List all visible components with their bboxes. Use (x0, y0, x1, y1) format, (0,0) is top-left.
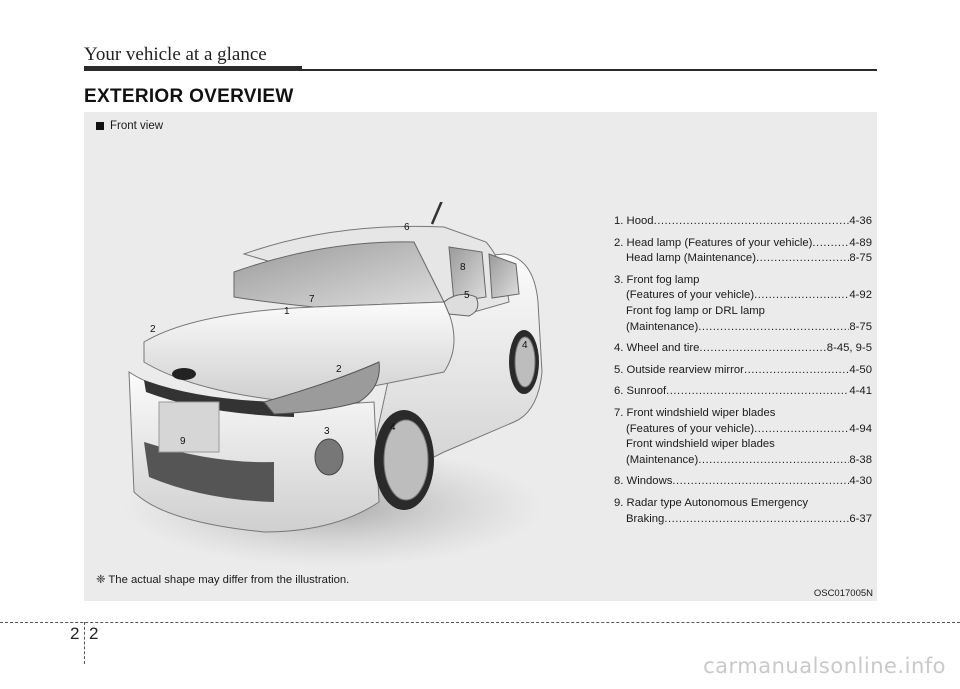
legend-line (614, 273, 872, 289)
callout-2-headlamp: 2 (336, 364, 342, 375)
legend-leader-dots (756, 251, 849, 267)
legend-label: 7. Front windshield wiper blades (614, 406, 776, 419)
legend-line (614, 453, 872, 469)
legend-list (614, 214, 872, 533)
legend-label: 9. Radar type Autonomous Emergency (614, 496, 809, 509)
legend-item (614, 474, 872, 490)
legend-label: Head lamp (Maintenance) (626, 252, 756, 265)
legend-line (614, 363, 872, 379)
legend-label: 4. Wheel and tire (614, 342, 700, 355)
antenna (432, 202, 444, 224)
header-title: Your vehicle at a glance (84, 44, 267, 65)
legend-leader-dots (664, 512, 849, 528)
fog-lamp (315, 439, 343, 475)
legend-line (614, 437, 872, 453)
header-rule-thick (84, 66, 302, 71)
legend-line (614, 496, 872, 512)
legend-label: 1. Hood (614, 215, 654, 227)
legend-page-ref: 8-45, 9-5 (826, 342, 872, 355)
callout-1: 1 (284, 306, 290, 317)
illustration-code: OSC017005N (813, 588, 873, 599)
watermark: carmanualsonline.info (703, 654, 946, 678)
footer-vertical-rule (84, 622, 85, 664)
legend-label: (Maintenance) (626, 320, 699, 333)
legend-label: 3. Front fog lamp (614, 273, 700, 286)
badge (172, 368, 196, 380)
section-title: EXTERIOR OVERVIEW (84, 86, 294, 107)
legend-leader-dots (754, 422, 849, 438)
legend-leader-dots (698, 453, 849, 469)
legend-item (614, 236, 872, 267)
legend-page-ref: 4-36 (849, 215, 872, 227)
legend-page-ref: 6-37 (849, 512, 872, 525)
legend-line (614, 422, 872, 438)
legend-line (614, 251, 872, 267)
legend-label: 8. Windows (614, 475, 673, 488)
legend-line (614, 341, 872, 357)
legend-leader-dots (666, 384, 849, 400)
illustration-note: ❈ The actual shape may differ from the illustration. (96, 574, 350, 586)
callout-9: 9 (180, 436, 186, 447)
callout-6: 6 (404, 222, 410, 233)
legend-label: 2. Head lamp (Features of your vehicle) (614, 236, 813, 249)
callout-4-rear: 4 (522, 340, 528, 351)
legend-line (614, 236, 872, 252)
legend-item (614, 496, 872, 527)
legend-item (614, 406, 872, 468)
square-bullet-icon (96, 122, 104, 130)
header-rule-thin (302, 69, 877, 71)
legend-label: (Features of your vehicle) (626, 289, 755, 302)
callout-8: 8 (460, 262, 466, 273)
legend-label: (Maintenance) (626, 453, 699, 466)
callout-3: 3 (324, 426, 330, 437)
callout-2-hood: 2 (150, 324, 156, 335)
legend-page-ref: 4-41 (849, 385, 872, 398)
callout-5: 5 (464, 290, 470, 301)
legend-leader-dots (812, 236, 849, 252)
legend-page-ref: 4-30 (849, 475, 872, 488)
view-label-text: Front view (110, 120, 164, 132)
legend-line (614, 512, 872, 528)
page-number-page: 2 (89, 624, 99, 643)
legend-page-ref: 4-94 (849, 422, 872, 435)
legend-line (614, 384, 872, 400)
car-illustration-svg (114, 202, 554, 612)
legend-label: Front windshield wiper blades (626, 438, 775, 451)
legend-item (614, 363, 872, 379)
legend-item (614, 214, 872, 230)
legend-item (614, 384, 872, 400)
legend-page-ref: 4-50 (849, 363, 872, 376)
legend-line (614, 214, 872, 230)
callout-4-front: 4 (390, 422, 396, 433)
legend-leader-dots (698, 320, 849, 336)
footer-dashed-rule (0, 622, 960, 623)
legend-leader-dots (672, 474, 849, 490)
legend-line (614, 288, 872, 304)
legend-page-ref: 8-75 (849, 252, 872, 265)
legend-page-ref: 8-38 (849, 453, 872, 466)
legend-label: 5. Outside rearview mirror (614, 363, 744, 376)
legend-leader-dots (699, 341, 826, 357)
legend-leader-dots (654, 214, 850, 230)
legend-item (614, 341, 872, 357)
plate-area (159, 402, 219, 452)
legend-label: Front fog lamp or DRL lamp (626, 304, 765, 317)
car-illustration (114, 202, 554, 612)
page-number-section: 2 (70, 624, 80, 643)
illustration-panel (84, 112, 877, 601)
legend-line (614, 406, 872, 422)
legend-page-ref: 4-92 (849, 289, 872, 302)
legend-label: Braking (626, 512, 665, 525)
legend-leader-dots (744, 363, 849, 379)
legend-line (614, 474, 872, 490)
legend-leader-dots (754, 288, 849, 304)
legend-line (614, 304, 872, 320)
legend-page-ref: 8-75 (849, 320, 872, 333)
legend-page-ref: 4-89 (849, 236, 872, 249)
legend-label: 6. Sunroof (614, 385, 667, 398)
view-label (96, 120, 163, 132)
legend-item (614, 273, 872, 335)
legend-line (614, 320, 872, 336)
callout-7: 7 (309, 294, 315, 305)
legend-label: (Features of your vehicle) (626, 422, 755, 435)
